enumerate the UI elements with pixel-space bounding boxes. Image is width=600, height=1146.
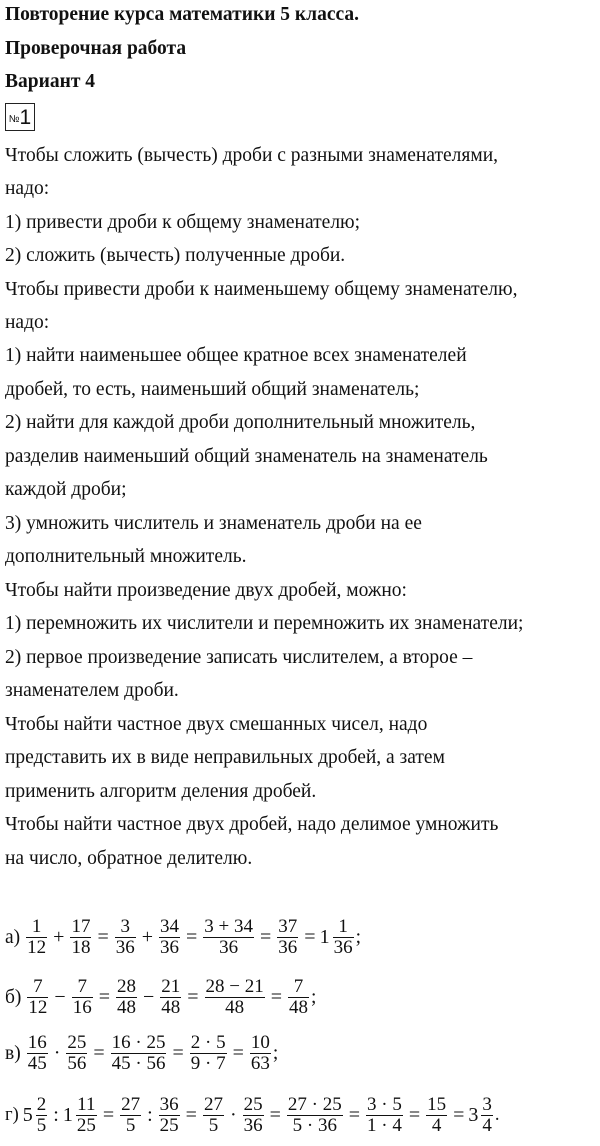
item-label: б) xyxy=(5,986,22,1008)
theory-line: надо: xyxy=(5,178,50,199)
theory-line: 3) умножить числитель и знаменатель дроби на ее xyxy=(5,513,422,534)
heading-test: Проверочная работа xyxy=(5,38,187,59)
theory-line: Чтобы найти частное двух дробей, надо делимое умножить xyxy=(5,814,499,835)
fraction: $\frac{2}{5}$ xyxy=(36,1094,47,1136)
whole-part: 3 xyxy=(468,1104,479,1126)
punctuation: . xyxy=(494,1105,500,1125)
fraction: $\frac{1}{36}$ xyxy=(333,916,353,958)
fraction: $\frac{3 + 34}{36}$ xyxy=(204,916,253,958)
theory-line: 2) найти для каждой дроби дополнительный множитель, xyxy=(5,412,476,433)
theory-line: 2) сложить (вычесть) полученные дроби. xyxy=(5,245,346,266)
theory-line: Чтобы найти частное двух смешанных чисел, надо xyxy=(5,714,428,735)
fraction: $\frac{3 \cdot 5}{1 \cdot 4}$ xyxy=(367,1094,402,1136)
fraction: $\frac{10}{63}$ xyxy=(250,1032,270,1074)
equals-sign: = xyxy=(232,1042,244,1064)
operator: + xyxy=(141,926,153,948)
theory-line: разделив наименьший общий знаменатель на знаменатель xyxy=(5,446,488,467)
equals-sign: = xyxy=(102,1104,115,1126)
punctuation: ; xyxy=(311,986,317,1008)
solution-b xyxy=(5,977,316,1018)
equals-sign: = xyxy=(185,1104,197,1126)
theory-line: дробей, то есть, наименьший общий знаменатель; xyxy=(5,379,420,400)
item-label: г) xyxy=(5,1105,19,1125)
whole-part: 5 xyxy=(22,1104,33,1126)
task-number: 1 xyxy=(19,106,32,129)
fraction: $\frac{34}{36}$ xyxy=(160,916,179,958)
punctuation: ; xyxy=(355,926,361,948)
solution-c xyxy=(5,1033,278,1074)
equals-sign: = xyxy=(348,1104,360,1126)
theory-line: Чтобы сложить (вычесть) дроби с разными знаменателями, xyxy=(5,145,499,166)
equals-sign: = xyxy=(187,986,199,1008)
fraction: $\frac{1}{12}$ xyxy=(27,916,47,958)
number-sign: № xyxy=(8,114,20,125)
item-label: а) xyxy=(5,926,21,948)
theory-line: 1) привести дроби к общему знаменателю; xyxy=(5,212,361,233)
fraction: $\frac{25}{36}$ xyxy=(243,1094,263,1136)
item-label: в) xyxy=(5,1042,21,1064)
task-number-badge xyxy=(5,103,35,131)
fraction: $\frac{27}{5}$ xyxy=(121,1094,141,1136)
whole-part: 1 xyxy=(319,926,330,948)
equals-sign: = xyxy=(172,1042,184,1064)
fraction: $\frac{27 \cdot 25}{5 \cdot 36}$ xyxy=(287,1094,342,1136)
fraction: $\frac{7}{12}$ xyxy=(28,976,48,1018)
equals-sign: = xyxy=(260,926,272,948)
fraction: $\frac{15}{4}$ xyxy=(427,1094,447,1136)
fraction: $\frac{2 \cdot 5}{9 \cdot 7}$ xyxy=(190,1032,226,1074)
theory-line: 2) первое произведение записать числителем, а второе – xyxy=(5,647,473,668)
theory-line: Чтобы найти произведение двух дробей, можно: xyxy=(5,580,407,601)
fraction: $\frac{36}{25}$ xyxy=(159,1094,179,1136)
theory-line: 1) перемножить их числители и перемножить их знаменатели; xyxy=(5,613,524,634)
operator: − xyxy=(54,986,66,1008)
fraction: $\frac{27}{5}$ xyxy=(203,1094,223,1136)
theory-line: Чтобы привести дроби к наименьшему общему знаменателю, xyxy=(5,279,518,300)
theory-line: знаменателем дроби. xyxy=(5,680,179,701)
theory-line: надо: xyxy=(5,312,50,333)
theory-line: на число, обратное делителю. xyxy=(5,848,253,869)
equals-sign: = xyxy=(269,1104,281,1126)
operator: − xyxy=(142,986,155,1008)
operator: · xyxy=(229,1104,237,1126)
operator: · xyxy=(53,1042,61,1064)
equals-sign: = xyxy=(304,926,316,948)
theory-line: дополнительный множитель. xyxy=(5,546,247,567)
equals-sign: = xyxy=(270,986,283,1008)
punctuation: ; xyxy=(272,1042,279,1064)
equals-sign: = xyxy=(98,986,110,1008)
theory-line: 1) найти наименьшее общее кратное всех знаменателей xyxy=(5,345,467,366)
theory-line: применить алгоритм деления дробей. xyxy=(5,781,317,802)
fraction: $\frac{7}{16}$ xyxy=(72,976,92,1018)
operator: : xyxy=(147,1104,153,1126)
equals-sign: = xyxy=(186,926,198,948)
fraction: $\frac{21}{48}$ xyxy=(161,976,181,1018)
theory-line: каждой дроби; xyxy=(5,479,127,500)
equals-sign: = xyxy=(453,1104,465,1126)
fraction: $\frac{16 \cdot 25}{45 \cdot 56}$ xyxy=(111,1032,166,1074)
equals-sign: = xyxy=(408,1104,421,1126)
fraction: $\frac{37}{36}$ xyxy=(278,916,298,958)
fraction: $\frac{16}{45}$ xyxy=(27,1032,47,1074)
solution-d xyxy=(5,1095,500,1136)
fraction: $\frac{25}{56}$ xyxy=(67,1032,87,1074)
heading-variant: Вариант 4 xyxy=(5,71,96,92)
fraction: $\frac{3}{4}$ xyxy=(482,1094,492,1136)
whole-part: 1 xyxy=(62,1104,73,1126)
equals-sign: = xyxy=(93,1042,105,1064)
operator: : xyxy=(53,1104,59,1126)
fraction: $\frac{7}{48}$ xyxy=(289,976,309,1018)
fraction: $\frac{11}{25}$ xyxy=(76,1094,96,1136)
theory-line: представить их в виде неправильных дробей, а затем xyxy=(5,747,445,768)
fraction: $\frac{28 - 21}{48}$ xyxy=(205,976,264,1018)
fraction: $\frac{17}{18}$ xyxy=(71,916,91,958)
solution-a xyxy=(5,917,361,958)
equals-sign: = xyxy=(97,926,109,948)
fraction: $\frac{3}{36}$ xyxy=(115,916,135,958)
operator: + xyxy=(53,926,65,948)
heading-course: Повторение курса математики 5 класса. xyxy=(5,4,360,25)
fraction: $\frac{28}{48}$ xyxy=(116,976,136,1018)
